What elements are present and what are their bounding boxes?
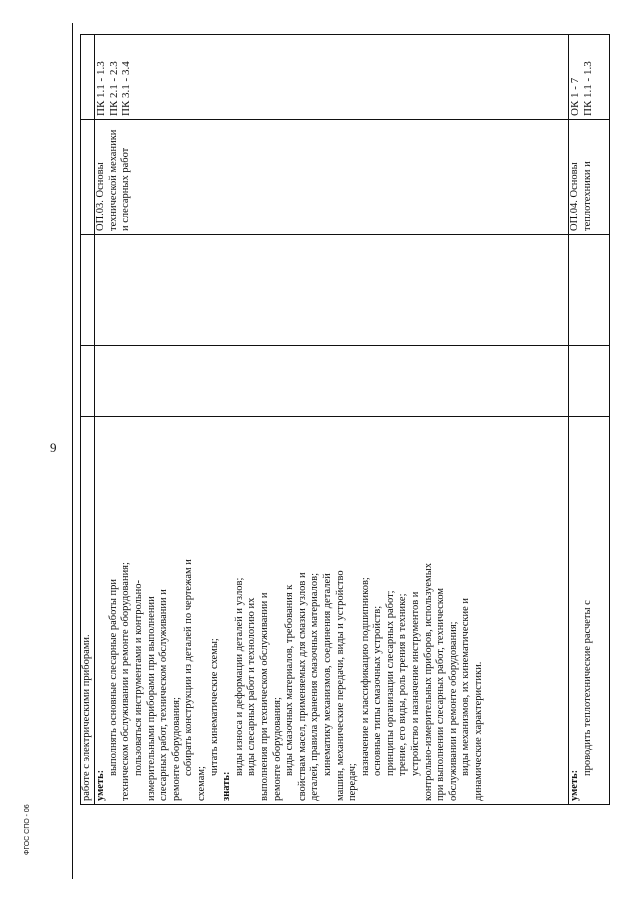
umet-line-7: собирать конструкции из деталей по чертежам и — [183, 559, 195, 776]
standard-code: ФГОС СПО - 06 — [24, 804, 31, 855]
znat-line-15: устройство и назначение инструментов и — [410, 591, 422, 776]
empty-cell — [81, 120, 95, 235]
table-row-op03 — [95, 35, 569, 805]
umet-line-3: пользоваться инструментами и контрольно- — [133, 580, 144, 776]
znat-line-2: виды слесарных работ и технологию их — [246, 597, 258, 776]
znat-line-19: виды механизмов, их кинематические и — [460, 597, 472, 776]
znat-line-12: основные типы смазочных устройств; — [372, 605, 384, 776]
znat-line-1: виды износа и деформации деталей и узлов; — [233, 577, 245, 776]
discipline-line-1: ОП.03. Основы — [95, 162, 107, 231]
next-umet-line-1: проводить теплотехнические расчеты с — [581, 600, 593, 776]
competency-codes-cell — [95, 35, 569, 120]
requirements-cell — [95, 417, 569, 805]
discipline-cell — [95, 120, 569, 235]
znat-line-20: динамические характеристики. — [473, 661, 485, 801]
next-competency-code-2: ПК 1.1 - 1.3 — [581, 61, 594, 116]
znat-line-16: контрольно-измерительных приборов, используемых — [422, 562, 434, 801]
umet-line-2: техническом обслуживании и ремонте оборудования; — [120, 562, 132, 801]
empty-cell — [95, 346, 569, 417]
umet-line-4: измерительными приборами при выполнении — [145, 596, 157, 801]
znat-line-3: выполнения при техническом обслуживании и — [258, 592, 270, 801]
znat-line-13: принципы организации слесарных работ; — [384, 590, 396, 776]
znat-line-17: при выполнении слесарных работ, техническом — [435, 587, 447, 801]
next-umet-label: уметь: — [569, 769, 581, 801]
footer-divider — [72, 23, 73, 879]
competency-code-1: ПК 1.1 - 1.3 — [95, 61, 108, 116]
competency-code-2: ПК 2.1 - 2.3 — [107, 61, 120, 116]
empty-cell — [81, 235, 95, 346]
discipline-cell — [569, 120, 610, 235]
empty-cell — [81, 35, 95, 120]
umet-line-9: читать кинематические схемы; — [208, 638, 220, 776]
competency-code-3: ПК 3.1 - 3.4 — [120, 61, 133, 116]
competency-table — [80, 34, 610, 805]
discipline-line-3: и слесарных работ — [120, 147, 132, 231]
znat-line-5: виды смазочных материалов, требования к — [284, 584, 296, 776]
znat-line-10: передач; — [347, 763, 359, 801]
umet-line-8: схемам; — [195, 766, 207, 801]
znat-line-14: трение, его виды, роль трения в технике; — [397, 593, 409, 776]
umet-line-5: слесарных работ, техническом обслуживании и — [158, 589, 170, 801]
znat-line-4: ремонте оборудования; — [271, 697, 283, 801]
umet-label: уметь: — [95, 769, 107, 801]
discipline-line-2: технической механики — [107, 129, 119, 231]
empty-cell — [569, 346, 610, 417]
next-discipline-line-2: теплотехники и — [581, 161, 593, 231]
znat-line-18: обслуживании и ремонте оборудования; — [447, 621, 459, 801]
empty-cell — [569, 235, 610, 346]
table-row-op04 — [569, 35, 610, 805]
znat-label: знать: — [221, 771, 233, 801]
next-competency-code-1: ОК 1 - 7 — [569, 77, 582, 116]
table-row-previous — [81, 35, 95, 805]
znat-line-7: деталей, правила хранения смазочных материалов; — [309, 573, 321, 801]
umet-line-1: выполнять основные слесарные работы при — [107, 579, 119, 776]
znat-line-11: назначение и классификацию подшипников; — [359, 577, 371, 776]
umet-line-6: ремонте оборудования; — [170, 697, 182, 801]
empty-cell — [95, 235, 569, 346]
znat-line-6: свойствам масел, применяемых для смазки узлов и — [296, 572, 308, 801]
previous-row-content: работе с электрическими приборами. — [81, 634, 92, 801]
empty-cell — [81, 346, 95, 417]
znat-line-8: кинематику механизмов, соединения деталей — [321, 573, 333, 776]
znat-line-9: машин, механические передачи, виды и устройство — [334, 570, 346, 801]
requirements-cell — [569, 417, 610, 805]
previous-row-text — [81, 417, 95, 805]
competency-codes-cell — [569, 35, 610, 120]
next-discipline-line-1: ОП.04. Основы — [569, 162, 581, 231]
page-number: 9 — [50, 440, 57, 455]
